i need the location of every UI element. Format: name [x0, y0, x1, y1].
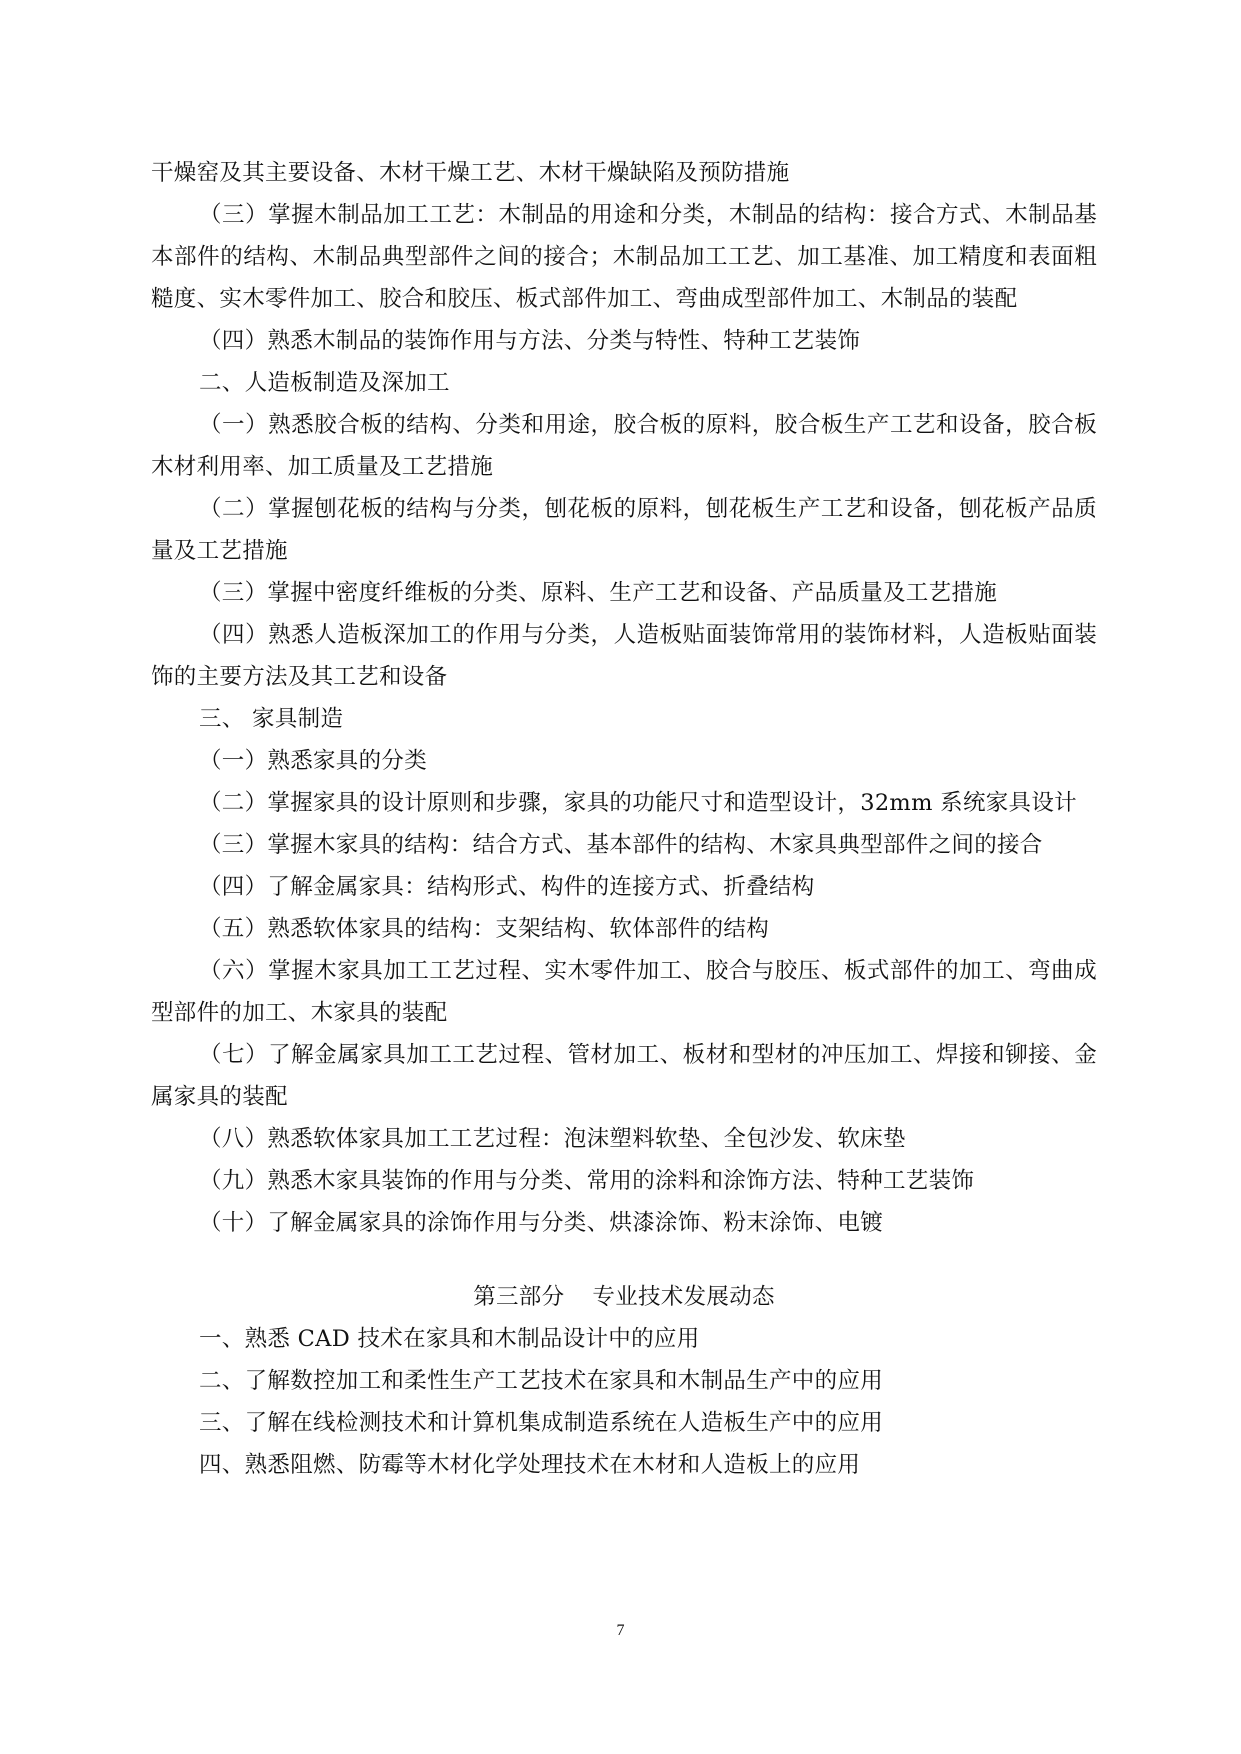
paragraph: （三）掌握中密度纤维板的分类、原料、生产工艺和设备、产品质量及工艺措施	[199, 580, 998, 606]
paragraph: （五）熟悉软体家具的结构：支架结构、软体部件的结构	[199, 916, 770, 942]
paragraph: （八）熟悉软体家具加工工艺过程：泡沫塑料软垫、全包沙发、软床垫	[199, 1126, 906, 1152]
paragraph: （四）了解金属家具：结构形式、构件的连接方式、折叠结构	[199, 874, 815, 900]
syllabus-section-two	[151, 152, 1097, 1244]
paragraph: 二、了解数控加工和柔性生产工艺技术在家具和木制品生产中的应用	[199, 1368, 884, 1394]
paragraph: （一）熟悉胶合板的结构、分类和用途，胶合板的原料，胶合板生产工艺和设备，胶合板木材利用率、加工质量及工艺措施	[151, 412, 1097, 480]
paragraph: 干燥窑及其主要设备、木材干燥工艺、木材干燥缺陷及预防措施	[151, 160, 790, 186]
paragraph: 三、 家具制造	[199, 706, 344, 732]
paragraph: 一、熟悉 CAD 技术在家具和木制品设计中的应用	[199, 1326, 700, 1352]
paragraph: （六）掌握木家具加工工艺过程、实木零件加工、胶合与胶压、板式部件的加工、弯曲成型部件的加工、木家具的装配	[151, 958, 1097, 1026]
paragraph: 二、人造板制造及深加工	[199, 370, 450, 396]
page-number: 7	[616, 1622, 625, 1639]
page-content	[151, 152, 1097, 1486]
paragraph: （四）熟悉人造板深加工的作用与分类，人造板贴面装饰常用的装饰材料，人造板贴面装饰的主要方法及其工艺和设备	[151, 622, 1097, 690]
paragraph: （九）熟悉木家具装饰的作用与分类、常用的涂料和涂饰方法、特种工艺装饰	[199, 1168, 975, 1194]
paragraph: （二）掌握刨花板的结构与分类，刨花板的原料，刨花板生产工艺和设备，刨花板产品质量及工艺措施	[151, 496, 1097, 564]
paragraph: （二）掌握家具的设计原则和步骤，家具的功能尺寸和造型设计，32mm 系统家具设计	[199, 790, 1077, 816]
paragraph: （一）熟悉家具的分类	[199, 748, 428, 774]
paragraph: （七）了解金属家具加工工艺过程、管材加工、板材和型材的冲压加工、焊接和铆接、金属家具的装配	[151, 1042, 1097, 1110]
paragraph: 四、熟悉阻燃、防霉等木材化学处理技术在木材和人造板上的应用	[199, 1452, 861, 1478]
paragraph: 三、了解在线检测技术和计算机集成制造系统在人造板生产中的应用	[199, 1410, 884, 1436]
section-heading-title: 专业技术发展动态	[592, 1284, 775, 1310]
paragraph: （三）掌握木家具的结构：结合方式、基本部件的结构、木家具典型部件之间的接合	[199, 832, 1043, 858]
section-heading-part: 第三部分	[473, 1284, 565, 1310]
paragraph: （三）掌握木制品加工工艺：木制品的用途和分类，木制品的结构：接合方式、木制品基本部件的结构、木制品典型部件之间的接合；木制品加工工艺、加工基准、加工精度和表面粗糙度、实木零件加工、胶合和胶压、板式部件加工、弯曲成型部件加工、木制品的装配	[151, 202, 1097, 312]
section-heading	[151, 1276, 1097, 1318]
syllabus-section-three	[151, 1318, 1097, 1486]
paragraph: （四）熟悉木制品的装饰作用与方法、分类与特性、特种工艺装饰	[199, 328, 861, 354]
paragraph: （十）了解金属家具的涂饰作用与分类、烘漆涂饰、粉末涂饰、电镀	[199, 1210, 884, 1236]
